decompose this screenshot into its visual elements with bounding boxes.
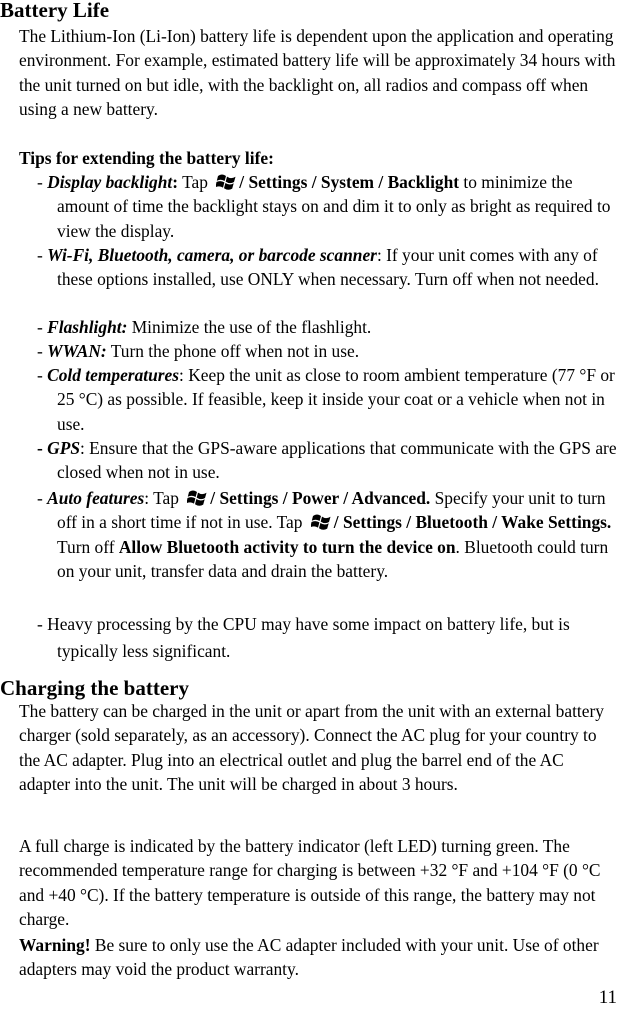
warning-text: Be sure to only use the AC adapter included with your unit. Use of other adapters may void the product warranty. [19, 935, 599, 980]
tip-label: Wi-Fi, Bluetooth, camera, or barcode scanner [47, 245, 377, 265]
tip-dash: - [37, 438, 48, 458]
tip-flashlight [37, 315, 622, 339]
tip-label: Auto features [47, 488, 145, 508]
tip-colon: : [172, 172, 179, 192]
tip-auto-features [37, 486, 623, 583]
tip-text: : Ensure that the GPS-aware applications that communicate with the GPS are closed when not in use. [57, 438, 617, 483]
tip-text: Turn the phone off when not in use. [106, 341, 360, 361]
tip-label: Cold temperatures [47, 365, 180, 385]
tip-dash: - [37, 245, 48, 265]
windows-start-icon [187, 488, 209, 508]
tip-dash: - [37, 317, 48, 337]
windows-start-icon [216, 172, 238, 192]
battery-life-intro: The Lithium-Ion (Li-Ion) battery life is dependent upon the application and operating environment. For example, estimated battery life will be approximately 34 hours with the unit turned on but idle, with the backlight on, all radios and compass off when using a new battery. [19, 26, 616, 119]
allow-bluetooth-option: Allow Bluetooth activity to turn the device on [118, 536, 456, 557]
page-number: 11 [598, 987, 617, 1008]
tip-cpu: - Heavy processing by the CPU may have some impact on battery life, but is typically less significant. [37, 614, 570, 661]
charging-heading: Charging the battery [0, 676, 189, 700]
tap-text: Tap [178, 172, 213, 192]
tip-text: : If your unit comes with any of these options installed, use ONLY when necessary. Turn off when not needed. [57, 245, 599, 290]
power-settings-path: / Settings / Power / Advanced. [210, 488, 431, 508]
tap-text: : Tap [144, 488, 184, 508]
tip-wwan [37, 339, 622, 363]
charging-paragraph-1: The battery can be charged in the unit or apart from the unit with an external battery charger (sold separately, as an accessory). Connect the AC plug for your country to the AC adapter. Plug into an electrical outlet and plug the barrel end of the AC adapter into the unit. The unit will be charged in about 3 hours. [19, 701, 604, 794]
charging-paragraph-2: A full charge is indicated by the battery indicator (left LED) turning green. The recommended temperature range for charging is between +32 °F and +104 °F (0 °C and +40 °C). If the battery temperature is outside of this range, the battery may not charge. [19, 836, 601, 929]
tip-wireless [37, 243, 622, 292]
tip-cold-temperatures [37, 363, 622, 436]
bluetooth-settings-path: / Settings / Bluetooth / Wake Settings. [333, 512, 612, 533]
windows-start-icon [311, 512, 333, 532]
tip-label: Flashlight: [47, 317, 128, 337]
tip-gps [37, 436, 622, 485]
tip-dash: - [37, 341, 48, 361]
tip-text: : Keep the unit as close to room ambient temperature (77 °F or 25 °C) as possible. If feasible, keep it inside your coat or a vehicle when not in use. [57, 365, 615, 434]
tip-text: to minimize the amount of time the backlight stays on and dim it to only as bright as required to view the display. [57, 172, 611, 241]
tip-label: WWAN: [47, 341, 107, 361]
settings-path: / Settings / System / Backlight [239, 172, 460, 192]
battery-life-heading: Battery Life [0, 0, 110, 22]
tip-dash: - [37, 172, 48, 192]
tip-label: GPS [47, 438, 80, 458]
warning-paragraph [19, 933, 619, 982]
tip-text: . Bluetooth could turn on your unit, transfer data and drain the battery. [57, 536, 609, 581]
tip-text: Minimize the use of the flashlight. [127, 317, 372, 337]
tip-display-backlight [37, 170, 622, 243]
warning-label: Warning! [19, 935, 91, 955]
tip-text: Specify your unit to turn off in a short time if not in use. Tap [57, 488, 606, 533]
tip-text: Turn off [57, 536, 119, 557]
tip-label: Display backlight [47, 172, 173, 192]
tips-heading: Tips for extending the battery life: [19, 148, 274, 168]
tip-dash: - [37, 365, 48, 385]
tip-dash: - [37, 488, 48, 508]
